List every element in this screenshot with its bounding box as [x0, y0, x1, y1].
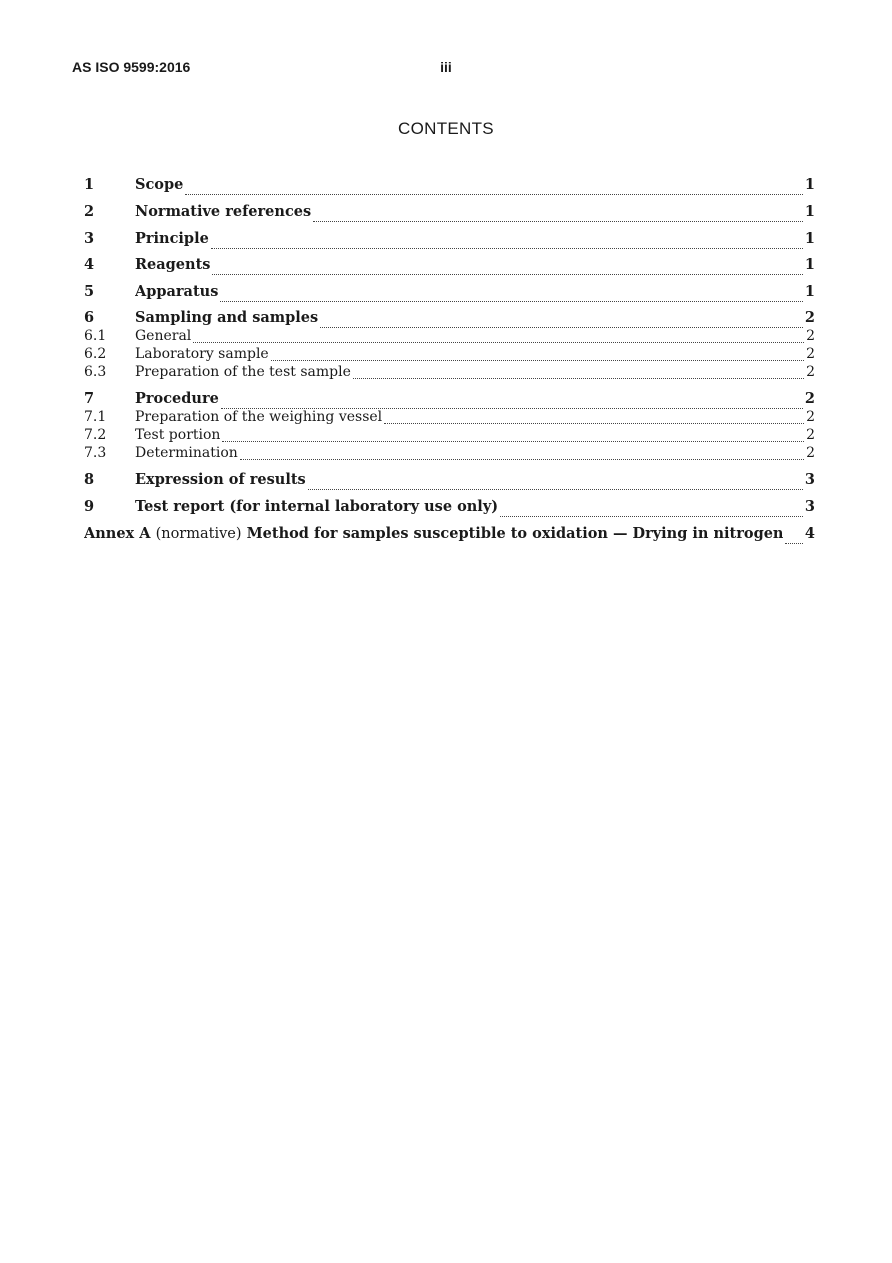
toc-entry-7-2[interactable] — [84, 427, 815, 445]
toc-title: Laboratory sample — [135, 346, 269, 362]
toc-page: 2 — [806, 409, 815, 425]
toc-entry-6-3[interactable] — [84, 364, 815, 382]
contents-title: CONTENTS — [398, 119, 494, 138]
toc-title: Test report (for internal laboratory use only) — [135, 498, 499, 515]
toc-entry-3[interactable] — [84, 230, 815, 252]
toc-number: 2 — [84, 203, 95, 220]
toc-entry-4[interactable] — [84, 256, 815, 278]
toc-page: 2 — [804, 390, 815, 407]
toc-number: 7 — [84, 390, 95, 407]
dot-leader — [353, 378, 804, 379]
toc-entry-annex-a[interactable] — [84, 525, 815, 547]
toc-entry-7-1[interactable] — [84, 409, 815, 427]
toc-entry-5[interactable] — [84, 283, 815, 305]
toc-number: 7.3 — [84, 445, 107, 461]
toc-page: 1 — [804, 230, 815, 247]
dot-leader — [222, 441, 804, 442]
toc-page: 4 — [804, 525, 815, 542]
toc-number: 6.3 — [84, 364, 107, 380]
toc-number: 8 — [84, 471, 95, 488]
toc-page: 2 — [806, 445, 815, 461]
toc-title: Sampling and samples — [135, 309, 319, 326]
annex-title: Method for samples susceptible to oxidation — Drying in nitrogen — [246, 525, 784, 542]
dot-leader — [240, 459, 804, 460]
toc-page: 3 — [804, 471, 815, 488]
toc-title: Preparation of the test sample — [135, 364, 351, 380]
dot-leader — [271, 360, 804, 361]
document-id: AS ISO 9599:2016 — [72, 59, 191, 75]
page-number: iii — [440, 59, 452, 75]
toc-number: 7.2 — [84, 427, 107, 443]
toc-title: Test portion — [135, 427, 221, 443]
toc-title: Normative references — [135, 203, 312, 220]
toc-entry-7-3[interactable] — [84, 445, 815, 463]
dot-leader — [384, 423, 804, 424]
toc-page: 1 — [804, 256, 815, 273]
toc-number: 5 — [84, 283, 95, 300]
toc-title: Preparation of the weighing vessel — [135, 409, 383, 425]
toc-number: 9 — [84, 498, 95, 515]
toc-title: Apparatus — [135, 283, 219, 300]
toc-entry-1[interactable] — [84, 176, 815, 198]
toc-title: Expression of results — [135, 471, 306, 488]
dot-leader — [313, 221, 803, 222]
toc-number: 4 — [84, 256, 95, 273]
toc-entry-8[interactable] — [84, 471, 815, 493]
toc-title: Determination — [135, 445, 238, 461]
toc-page: 2 — [806, 427, 815, 443]
dot-leader — [185, 194, 803, 195]
toc-title — [84, 525, 783, 542]
toc-number: 1 — [84, 176, 95, 193]
dot-leader — [211, 248, 803, 249]
toc-title: Procedure — [135, 390, 219, 407]
toc-page: 3 — [804, 498, 815, 515]
toc-title: General — [135, 328, 192, 344]
dot-leader — [212, 274, 802, 275]
toc-entry-2[interactable] — [84, 203, 815, 225]
dot-leader — [193, 342, 804, 343]
toc-page: 2 — [806, 328, 815, 344]
dot-leader — [308, 489, 803, 490]
toc-page: 2 — [806, 364, 815, 380]
toc-page: 1 — [804, 176, 815, 193]
toc-entry-6-1[interactable] — [84, 328, 815, 346]
toc-page: 2 — [804, 309, 815, 326]
toc-number: 7.1 — [84, 409, 107, 425]
toc-entry-6-2[interactable] — [84, 346, 815, 364]
annex-label: Annex A — [84, 525, 151, 542]
toc-number: 3 — [84, 230, 95, 247]
toc-number: 6 — [84, 309, 95, 326]
toc-page: 1 — [804, 283, 815, 300]
toc-title: Reagents — [135, 256, 211, 273]
toc-number: 6.1 — [84, 328, 107, 344]
dot-leader — [220, 301, 803, 302]
dot-leader — [500, 516, 803, 517]
toc-page: 2 — [806, 346, 815, 362]
toc-title: Scope — [135, 176, 184, 193]
toc-title: Principle — [135, 230, 209, 247]
toc-entry-9[interactable] — [84, 498, 815, 520]
annex-type: (normative) — [155, 526, 242, 542]
toc-page: 1 — [804, 203, 815, 220]
toc-number: 6.2 — [84, 346, 107, 362]
dot-leader — [785, 543, 802, 544]
